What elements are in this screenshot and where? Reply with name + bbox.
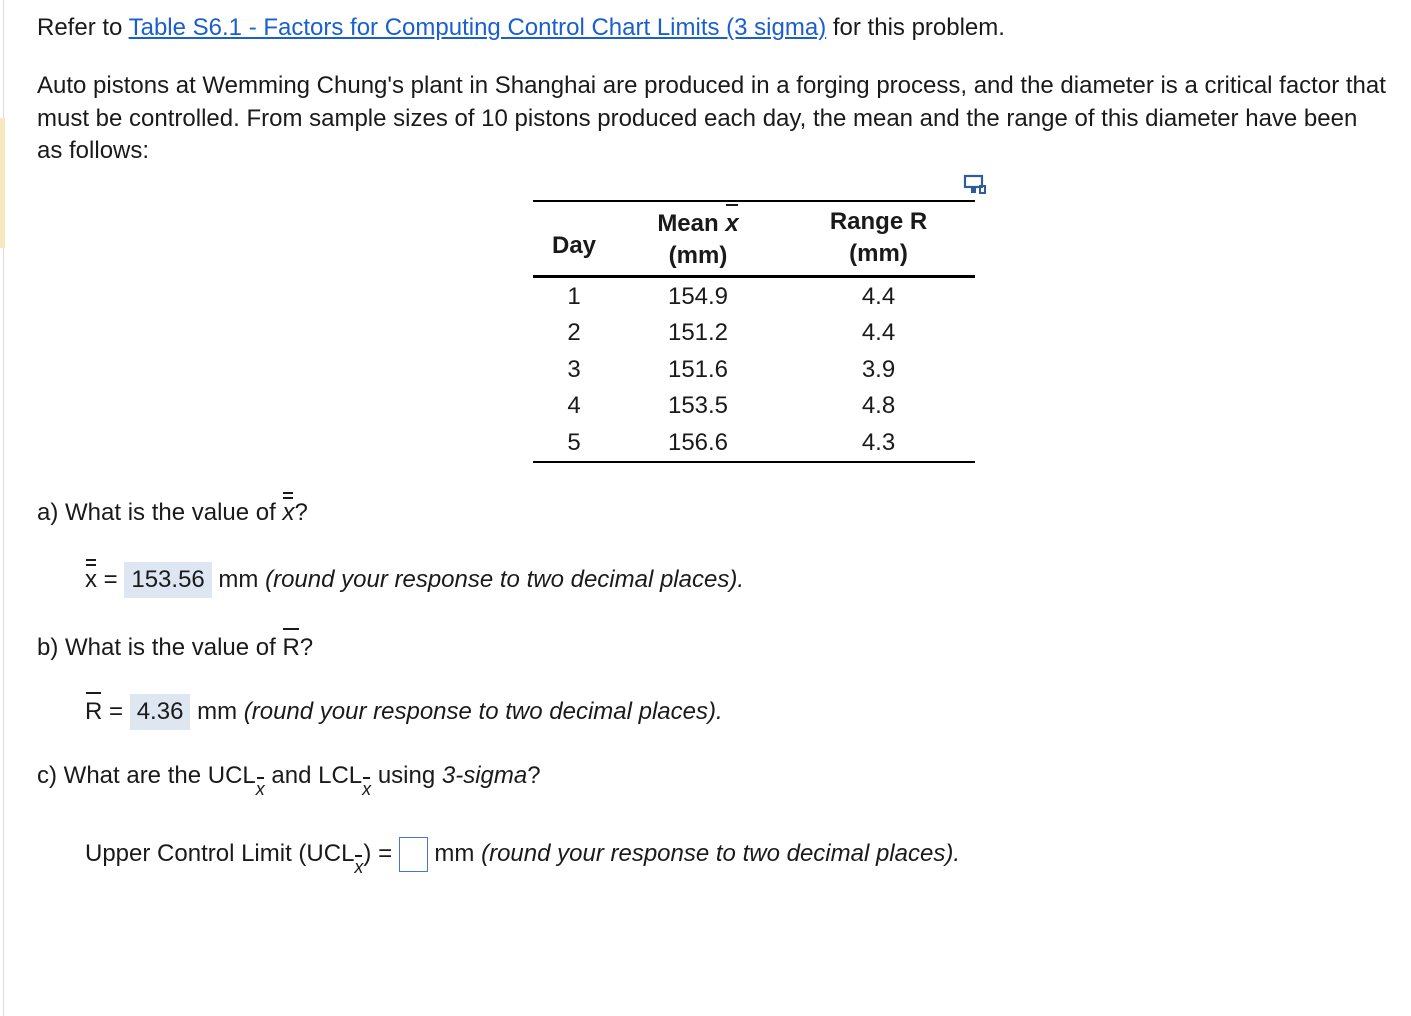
reference-prefix: Refer to: [37, 14, 129, 41]
problem-statement: Auto pistons at Wemming Chung's plant in Shanghai are produced in a forging process, and the diameter is a critical factor that must be controlled. From sample sizes of 10 pistons produced each day, the mean and the range of this diameter have been as follows:: [37, 72, 1386, 164]
part-c-question: c) What are the UCL x and LCL x using 3-sigma?: [37, 762, 541, 799]
part-a-answer-field[interactable]: 153.56: [124, 562, 211, 598]
table-header: [533, 202, 975, 275]
part-a-rounding-note: (round your response to two decimal places).: [265, 566, 744, 593]
table-row: 5 156.6 4.3: [567, 428, 896, 456]
ucl-rounding-note: (round your response to two decimal places).: [481, 839, 960, 867]
ucl-answer-line: Upper Control Limit (UCL x) = mm (round your response to two decimal places).: [85, 837, 960, 876]
left-highlight-marker: [0, 118, 5, 248]
table-row: 3 151.6 3.9: [567, 355, 896, 383]
part-b-question: b) What is the value of R?: [37, 632, 313, 664]
lcl-subscript: x: [362, 779, 372, 799]
table-row: 2 151.2 4.4: [567, 319, 896, 347]
part-a-answer-line: x = 153.56 mm (round your response to two decimal places).: [85, 562, 744, 598]
part-b-answer-line: R = 4.36 mm (round your response to two decimal places).: [85, 694, 723, 730]
table-row: 4 153.5 4.8: [567, 392, 896, 420]
header-mean: Mean x (mm): [657, 210, 739, 269]
table-bottom-rule: [533, 461, 975, 463]
rbar-label: R: [85, 696, 102, 728]
ucl-label: Upper Control Limit (UCL: [85, 839, 355, 867]
ucl-input[interactable]: [399, 837, 428, 872]
rbar-symbol: R: [282, 632, 299, 664]
copy-data-icon[interactable]: [963, 173, 989, 197]
ucl-label-subscript: x: [354, 856, 364, 877]
part-b-rounding-note: (round your response to two decimal places).: [243, 698, 723, 725]
table-row: 1 154.9 4.4: [567, 283, 896, 310]
part-a-question: a) What is the value of x?: [37, 497, 308, 529]
header-range: Range R (mm): [829, 208, 928, 267]
xbar-symbol: x: [725, 208, 738, 240]
table-s6-1-link[interactable]: Table S6.1 - Factors for Computing Control Chart Limits (3 sigma): [128, 14, 827, 41]
ucl-subscript: x: [255, 779, 265, 799]
part-b-answer-field[interactable]: 4.36: [130, 694, 191, 730]
reference-suffix: for this problem.: [826, 14, 1005, 41]
reference-line: [37, 12, 1005, 44]
header-day: Day: [551, 232, 597, 259]
xdoublebar-symbol: x: [282, 497, 294, 529]
xdoublebar-label: x: [85, 564, 97, 596]
data-table: [533, 200, 975, 463]
